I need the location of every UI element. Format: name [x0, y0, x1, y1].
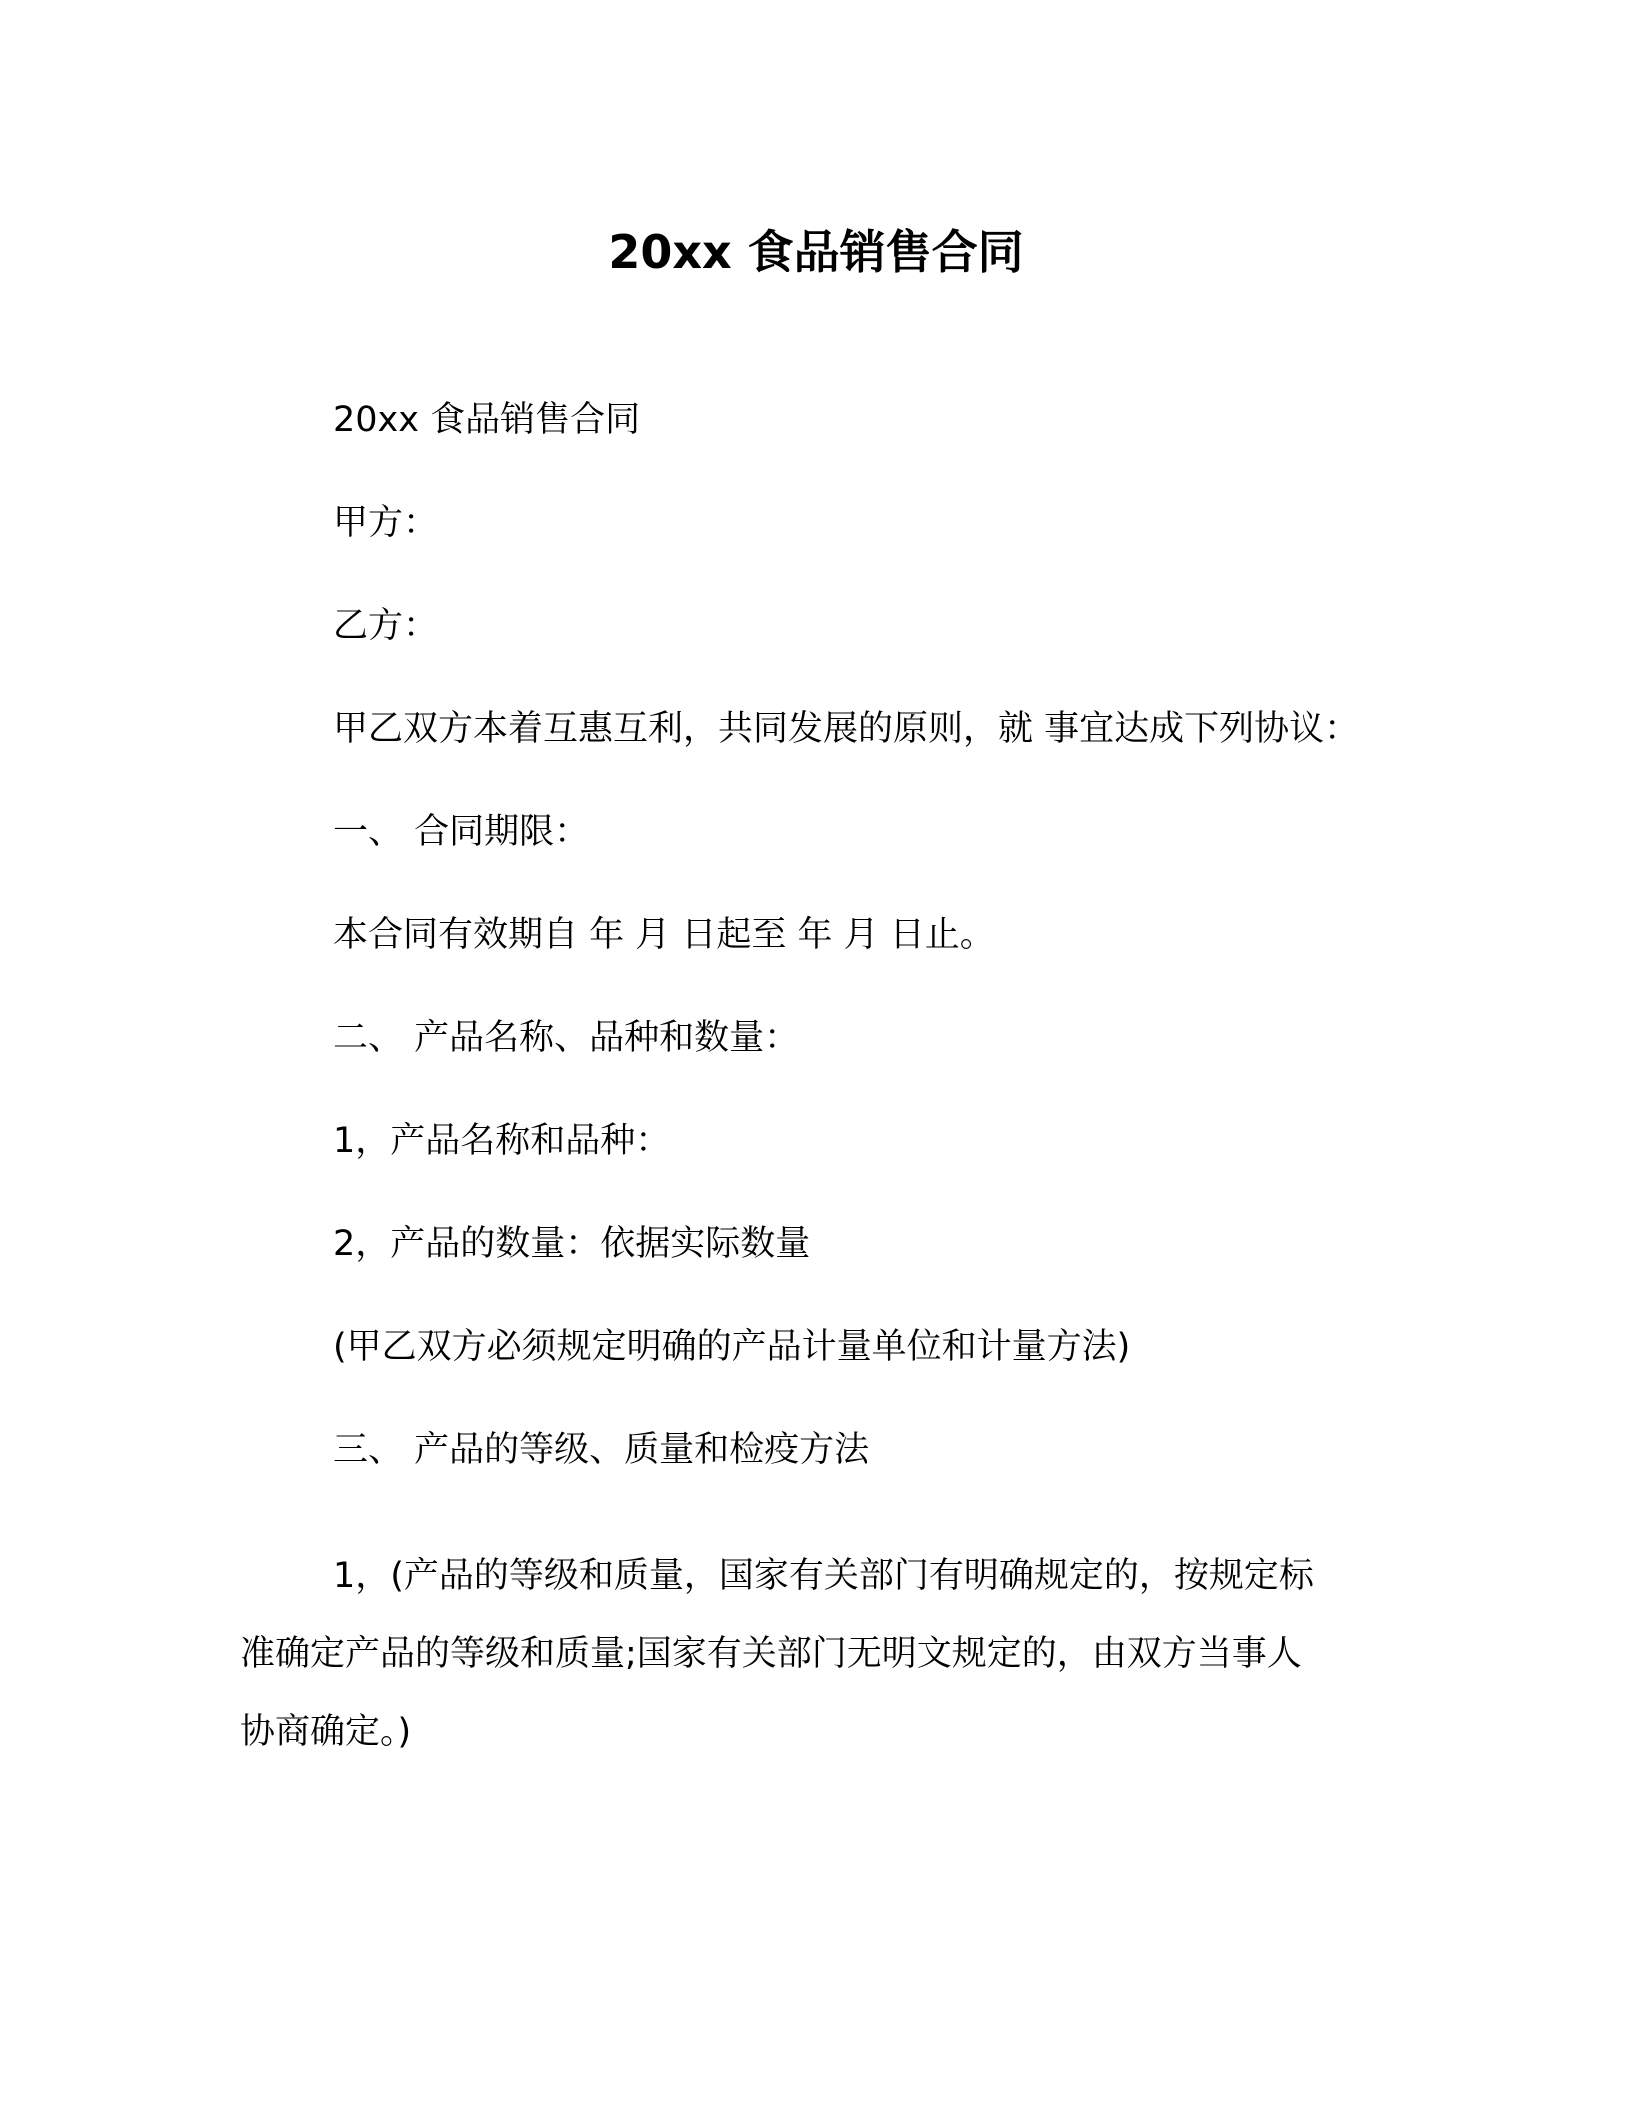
measurement-note: (甲乙双方必须规定明确的产品计量单位和计量方法)	[333, 1327, 1131, 1367]
section-3-heading: 三、 产品的等级、质量和检疫方法	[333, 1430, 870, 1470]
contract-heading: 20xx 食品销售合同	[333, 400, 641, 440]
party-b-line: 乙方：	[333, 606, 439, 646]
section-1-heading: 一、 合同期限：	[333, 812, 590, 852]
contract-term-text: 本合同有效期自 年 月 日起至 年 月 日止。	[333, 915, 995, 955]
section-2-heading: 二、 产品名称、品种和数量：	[333, 1018, 800, 1058]
agreement-intro: 甲乙双方本着互惠互利，共同发展的原则，就 事宜达成下列协议：	[333, 709, 1360, 749]
paragraph-line: 1，(产品的等级和质量，国家有关部门有明确规定的，按规定标	[333, 1556, 1314, 1596]
item-1-product-name: 1，产品名称和品种：	[333, 1121, 671, 1161]
paragraph-line: 准确定产品的等级和质量;国家有关部门无明文规定的，由双方当事人	[240, 1634, 1302, 1674]
quality-paragraph	[240, 1537, 1380, 1771]
document-title: 20xx 食品销售合同	[608, 225, 1024, 279]
party-a-line: 甲方：	[333, 503, 439, 543]
paragraph-line: 协商确定。)	[240, 1712, 412, 1752]
item-2-product-quantity: 2，产品的数量：依据实际数量	[333, 1224, 811, 1264]
